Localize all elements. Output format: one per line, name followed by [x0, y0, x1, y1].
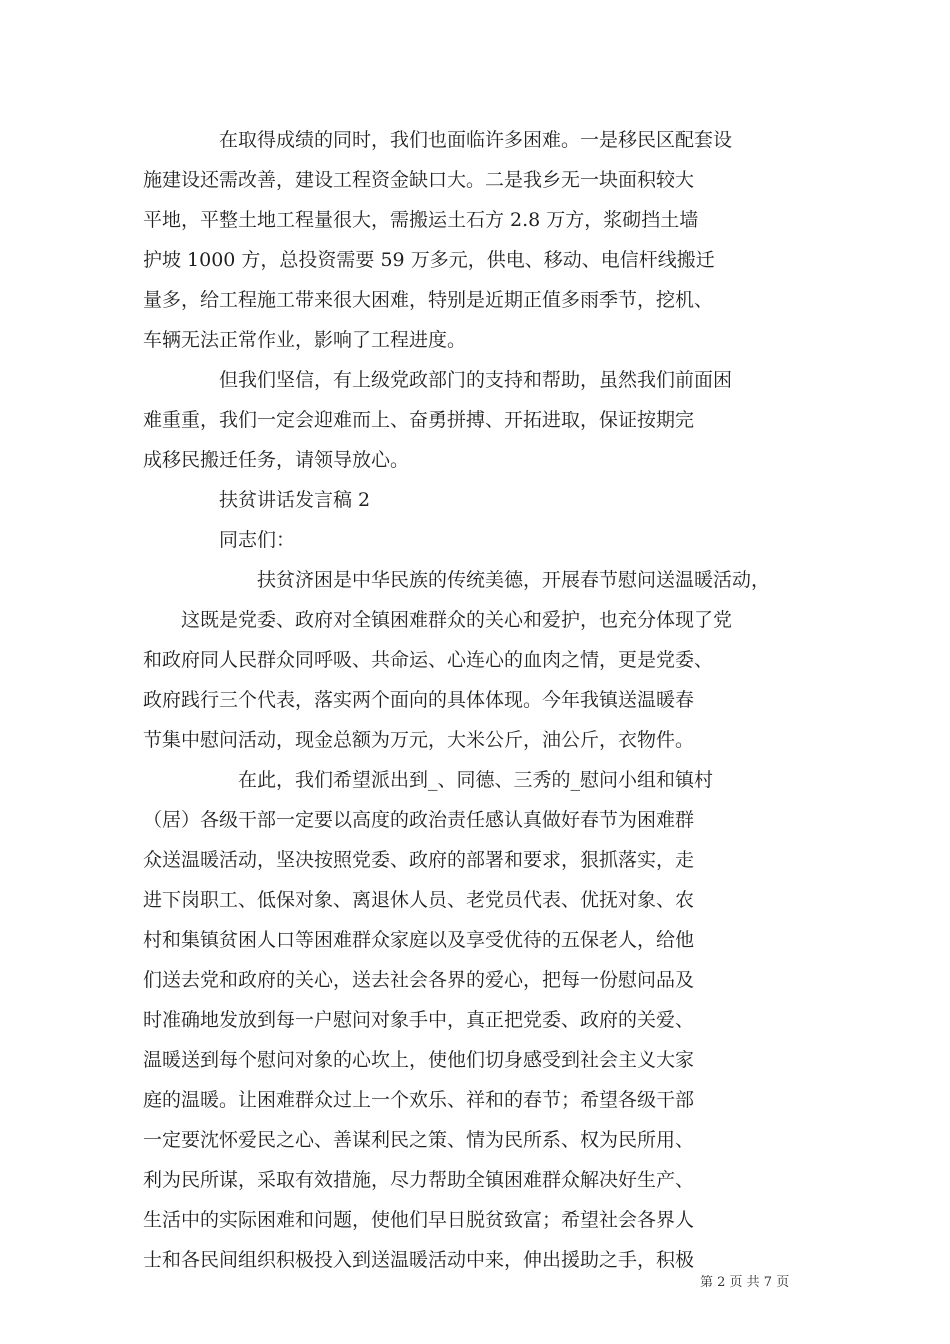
text-line: 同志们：	[219, 529, 296, 551]
text-line: 在取得成绩的同时，我们也面临许多困难。一是移民区配套设	[219, 129, 733, 151]
text-line: 平地，平整土地工程量很大，需搬运土石方 2.8 万方，浆砌挡土墙	[143, 209, 699, 231]
text-line: 这既是党委、政府对全镇困难群众的关心和爱护，也充分体现了党	[181, 609, 733, 631]
text-line: 士和各民间组织积极投入到送温暖活动中来，伸出援助之手，积极	[143, 1249, 695, 1271]
text-line: 村和集镇贫困人口等困难群众家庭以及享受优待的五保老人，给他	[143, 929, 695, 951]
text-line: （居）各级干部一定要以高度的政治责任感认真做好春节为困难群	[143, 809, 695, 831]
text-line: 成移民搬迁任务，请领导放心。	[143, 449, 410, 471]
text-line: 节集中慰问活动，现金总额为万元，大米公斤，油公斤，衣物件。	[143, 729, 695, 751]
text-line: 但我们坚信，有上级党政部门的支持和帮助，虽然我们前面困	[219, 369, 733, 391]
text-line: 庭的温暖。让困难群众过上一个欢乐、祥和的春节；希望各级干部	[143, 1089, 695, 1111]
text-line: 施建设还需改善，建设工程资金缺口大。二是我乡无一块面积较大	[143, 169, 695, 191]
text-line: 政府践行三个代表，落实两个面向的具体体现。今年我镇送温暖春	[143, 689, 695, 711]
text-line: 众送温暖活动，坚决按照党委、政府的部署和要求，狠抓落实，走	[143, 849, 695, 871]
text-line: 量多，给工程施工带来很大困难，特别是近期正值多雨季节，挖机、	[143, 289, 714, 311]
text-line: 进下岗职工、低保对象、离退休人员、老党员代表、优抚对象、农	[143, 889, 695, 911]
text-line: 们送去党和政府的关心，送去社会各界的爱心，把每一份慰问品及	[143, 969, 695, 991]
text-line: 扶贫讲话发言稿 2	[219, 489, 371, 511]
page-number: 第 2 页 共 7 页	[700, 1275, 790, 1290]
text-line: 和政府同人民群众同呼吸、共命运、心连心的血肉之情，更是党委、	[143, 649, 714, 671]
text-line: 在此，我们希望派出到_、同德、三秀的_慰问小组和镇村	[238, 769, 714, 791]
text-line: 生活中的实际困难和问题，使他们早日脱贫致富；希望社会各界人	[143, 1209, 695, 1231]
text-line: 时准确地发放到每一户慰问对象手中，真正把党委、政府的关爱、	[143, 1009, 695, 1031]
text-line: 一定要沈怀爱民之心、善谋利民之策、情为民所系、权为民所用、	[143, 1129, 695, 1151]
text-line: 护坡 1000 方，总投资需要 59 万多元，供电、移动、电信杆线搬迁	[143, 249, 715, 271]
text-line: 利为民所谋，采取有效措施，尽力帮助全镇困难群众解决好生产、	[143, 1169, 695, 1191]
text-line: 扶贫济困是中华民族的传统美德，开展春节慰问送温暖活动，	[257, 569, 771, 591]
text-line: 温暖送到每个慰问对象的心坎上，使他们切身感受到社会主义大家	[143, 1049, 695, 1071]
text-line: 车辆无法正常作业，影响了工程进度。	[143, 329, 467, 351]
document-body	[143, 120, 823, 1280]
text-line: 难重重，我们一定会迎难而上、奋勇拼搏、开拓进取，保证按期完	[143, 409, 695, 431]
